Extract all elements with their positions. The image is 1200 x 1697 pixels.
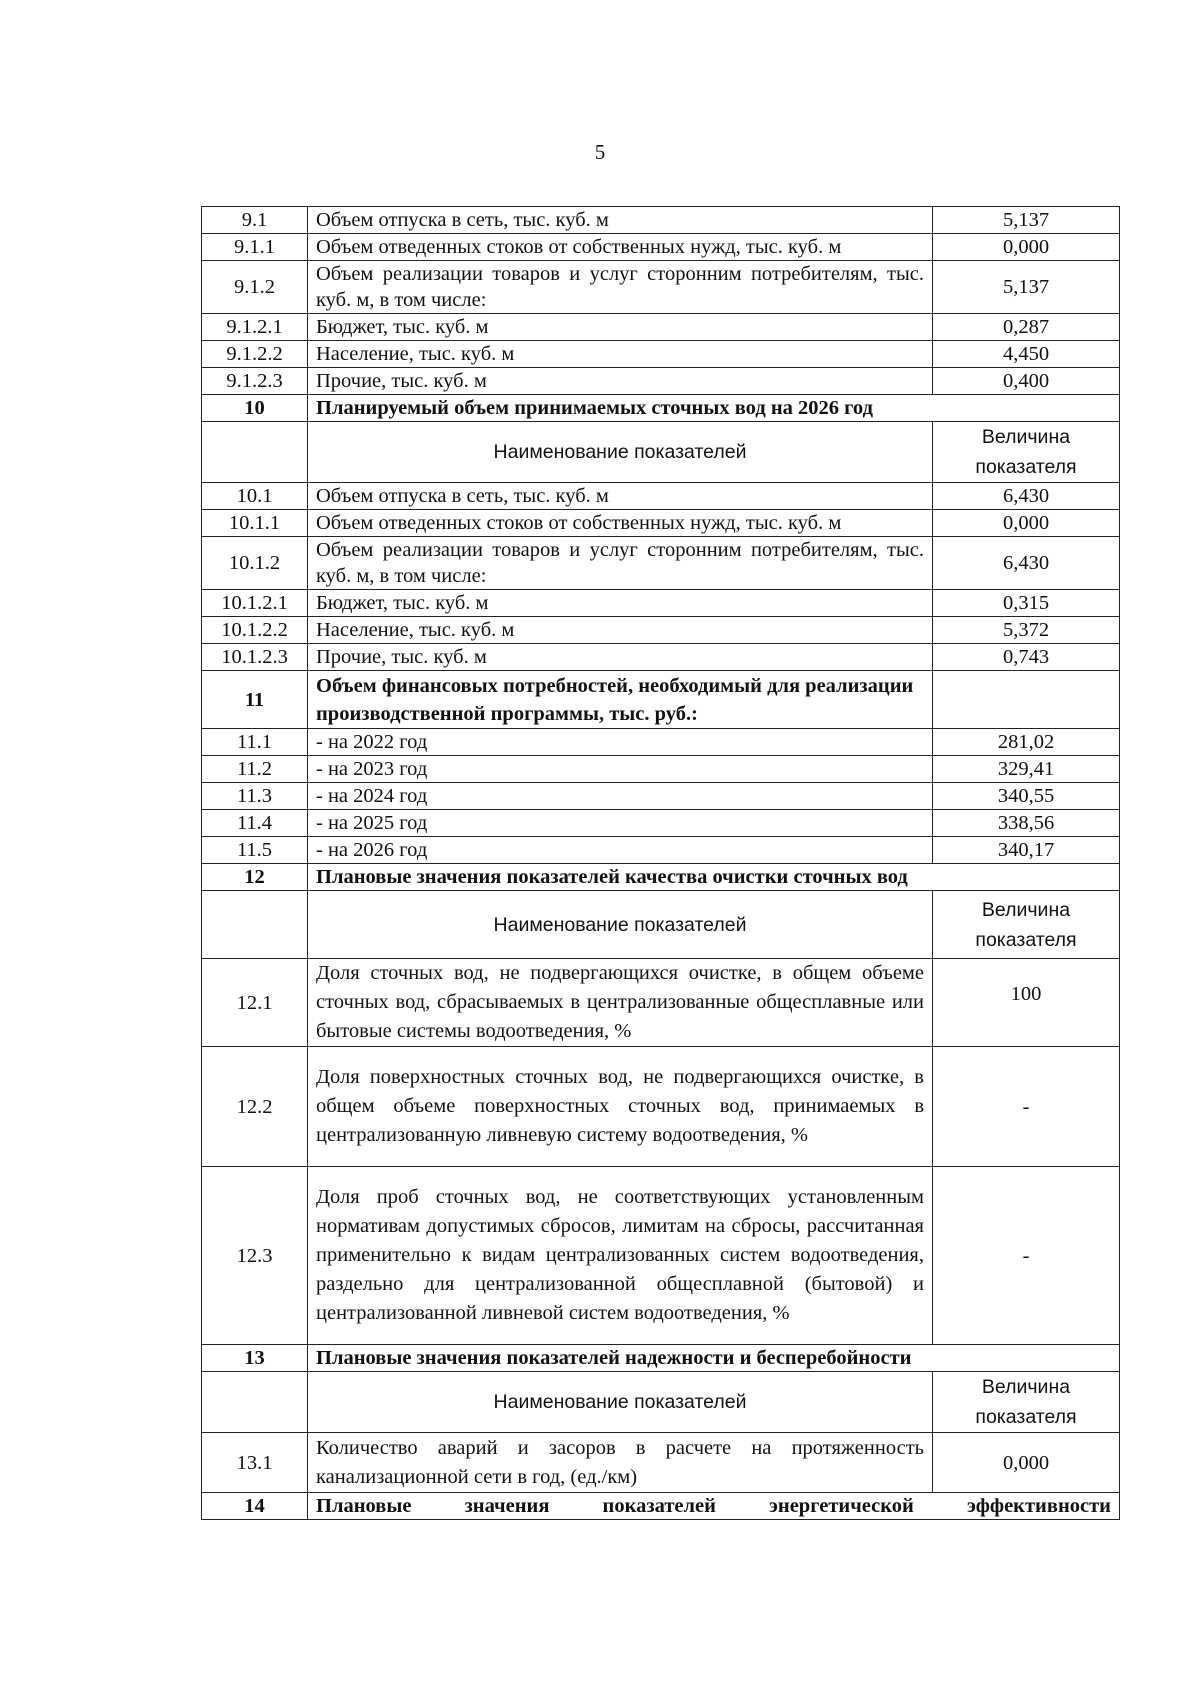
section-row [202, 1493, 1120, 1520]
empty-cell [202, 422, 308, 483]
page-number: 5 [594, 140, 606, 164]
empty-cell [933, 671, 1120, 729]
row-number: 9.1.2.2 [202, 341, 308, 368]
row-number: 10.1.2 [202, 537, 308, 590]
row-value: 329,41 [933, 756, 1120, 783]
row-label: Доля проб сточных вод, не соответствующих установленным нормативам допустимых сбросов, лимитам на сбросы, рассчитанная применительно к видам централизованных систем водоотведения, раздельно для централизованной общесплавной (бытовой) и централизованной ливневой систем водоотведения, % [308, 1167, 933, 1345]
row-label: Объем отпуска в сеть, тыс. куб. м [308, 483, 933, 510]
table-row [202, 810, 1120, 837]
row-number: 11.1 [202, 729, 308, 756]
row-label: Объем отведенных стоков от собственных нужд, тыс. куб. м [308, 510, 933, 537]
section-number: 12 [202, 864, 308, 891]
empty-cell [202, 1372, 308, 1433]
row-number: 11.3 [202, 783, 308, 810]
section-number: 13 [202, 1345, 308, 1372]
column-header-name: Наименование показателей [308, 1372, 933, 1433]
row-value: 0,743 [933, 644, 1120, 671]
table-row [202, 590, 1120, 617]
row-value: 340,55 [933, 783, 1120, 810]
table-row [202, 483, 1120, 510]
table-row [202, 729, 1120, 756]
row-label: Бюджет, тыс. куб. м [308, 314, 933, 341]
table-row [202, 207, 1120, 234]
column-header-value: Величина показателя [933, 422, 1120, 483]
row-label: - на 2024 год [308, 783, 933, 810]
row-value: 340,17 [933, 837, 1120, 864]
section-title: Плановые значения показателей энергетической эффективности [308, 1493, 1120, 1520]
row-number: 13.1 [202, 1433, 308, 1493]
table-row [202, 1167, 1120, 1345]
row-number: 11.5 [202, 837, 308, 864]
row-number: 10.1.2.2 [202, 617, 308, 644]
table-row [202, 783, 1120, 810]
row-value: 0,400 [933, 368, 1120, 395]
column-header-name: Наименование показателей [308, 891, 933, 959]
row-number: 9.1 [202, 207, 308, 234]
table-row [202, 1047, 1120, 1167]
row-value: 281,02 [933, 729, 1120, 756]
section-number: 11 [202, 671, 308, 729]
row-value: 5,137 [933, 207, 1120, 234]
row-label: - на 2026 год [308, 837, 933, 864]
row-number: 12.3 [202, 1167, 308, 1345]
table-row [202, 261, 1120, 314]
row-value: 0,000 [933, 1433, 1120, 1493]
table-row [202, 644, 1120, 671]
row-label: Бюджет, тыс. куб. м [308, 590, 933, 617]
row-label: - на 2022 год [308, 729, 933, 756]
column-header-name: Наименование показателей [308, 422, 933, 483]
row-value: 0,315 [933, 590, 1120, 617]
row-label: Доля сточных вод, не подвергающихся очистке, в общем объеме сточных вод, сбрасываемых в централизованные общесплавные или бытовые системы водоотведения, % [308, 959, 933, 1047]
row-number: 12.1 [202, 959, 308, 1047]
section-row [202, 1345, 1120, 1372]
empty-cell [202, 891, 308, 959]
column-header-value: Величина показателя [933, 1372, 1120, 1433]
row-value: 338,56 [933, 810, 1120, 837]
row-value: 100 [933, 959, 1120, 1047]
section-title: Планируемый объем принимаемых сточных вод на 2026 год [308, 395, 1120, 422]
row-value: 5,372 [933, 617, 1120, 644]
table-row [202, 341, 1120, 368]
table-row [202, 537, 1120, 590]
row-number: 11.4 [202, 810, 308, 837]
table-row [202, 368, 1120, 395]
column-header-value: Величина показателя [933, 891, 1120, 959]
row-label: Население, тыс. куб. м [308, 617, 933, 644]
row-value: 6,430 [933, 537, 1120, 590]
section-number: 14 [202, 1493, 308, 1520]
row-value: 4,450 [933, 341, 1120, 368]
row-label: Население, тыс. куб. м [308, 341, 933, 368]
indicators-table [201, 206, 1120, 1520]
row-label: Объем отведенных стоков от собственных нужд, тыс. куб. м [308, 234, 933, 261]
table-row [202, 756, 1120, 783]
row-value: 0,287 [933, 314, 1120, 341]
row-number: 10.1 [202, 483, 308, 510]
row-label: Объем отпуска в сеть, тыс. куб. м [308, 207, 933, 234]
section-title: Плановые значения показателей надежности и бесперебойности [308, 1345, 1120, 1372]
row-number: 10.1.2.3 [202, 644, 308, 671]
row-value: 5,137 [933, 261, 1120, 314]
row-number: 11.2 [202, 756, 308, 783]
section-title: Объем финансовых потребностей, необходимый для реализации производственной программы, тыс. руб.: [308, 671, 933, 729]
table-row [202, 1433, 1120, 1493]
row-label: Количество аварий и засоров в расчете на протяженность канализационной сети в год, (ед./км) [308, 1433, 933, 1493]
table-row [202, 314, 1120, 341]
section-row [202, 395, 1120, 422]
row-value: 0,000 [933, 510, 1120, 537]
row-number: 12.2 [202, 1047, 308, 1167]
section-row [202, 864, 1120, 891]
row-value: 0,000 [933, 234, 1120, 261]
row-label: - на 2023 год [308, 756, 933, 783]
table-row [202, 617, 1120, 644]
row-number: 9.1.2.1 [202, 314, 308, 341]
row-label: Объем реализации товаров и услуг сторонним потребителям, тыс. куб. м, в том числе: [308, 261, 933, 314]
row-label: Доля поверхностных сточных вод, не подвергающихся очистке, в общем объеме поверхностных сточных вод, принимаемых в централизованную ливневую систему водоотведения, % [308, 1047, 933, 1167]
section-number: 10 [202, 395, 308, 422]
row-number: 10.1.2.1 [202, 590, 308, 617]
row-label: Объем реализации товаров и услуг сторонним потребителям, тыс. куб. м, в том числе: [308, 537, 933, 590]
row-number: 9.1.2.3 [202, 368, 308, 395]
row-label: Прочие, тыс. куб. м [308, 368, 933, 395]
section-row [202, 671, 1120, 729]
row-value: 6,430 [933, 483, 1120, 510]
header-row [202, 1372, 1120, 1433]
table-row [202, 510, 1120, 537]
row-value: - [933, 1167, 1120, 1345]
row-value: - [933, 1047, 1120, 1167]
row-label: - на 2025 год [308, 810, 933, 837]
row-label: Прочие, тыс. куб. м [308, 644, 933, 671]
row-number: 10.1.1 [202, 510, 308, 537]
section-title: Плановые значения показателей качества очистки сточных вод [308, 864, 1120, 891]
table-row [202, 959, 1120, 1047]
header-row [202, 422, 1120, 483]
table-row [202, 234, 1120, 261]
row-number: 9.1.2 [202, 261, 308, 314]
table-row [202, 837, 1120, 864]
header-row [202, 891, 1120, 959]
row-number: 9.1.1 [202, 234, 308, 261]
